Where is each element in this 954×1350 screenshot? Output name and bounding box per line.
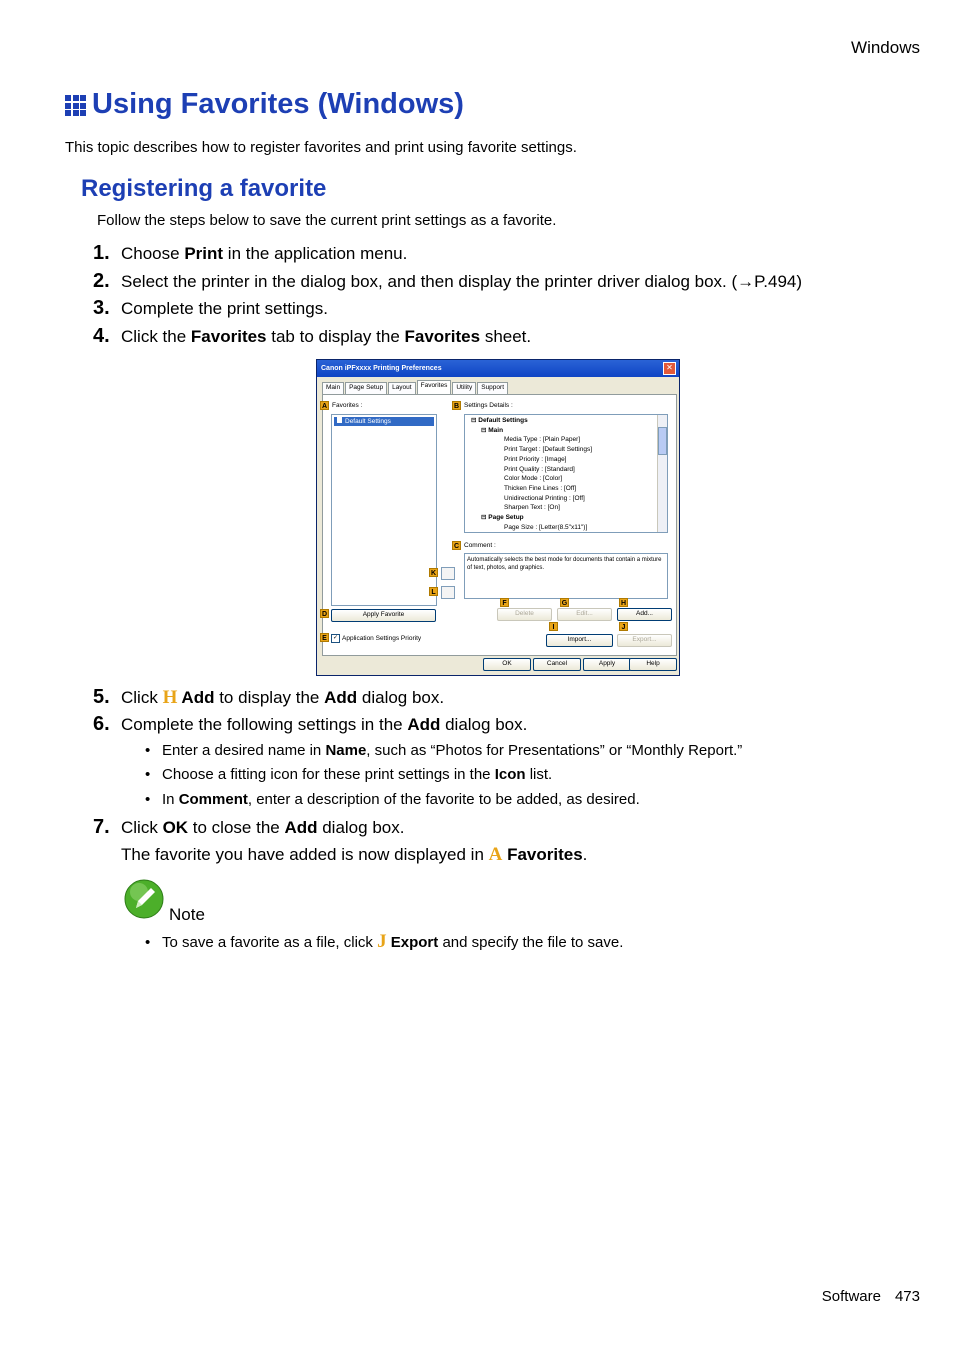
step-bold: Favorites [190, 327, 267, 346]
step-bold: Add [284, 818, 318, 837]
step-bold: Favorites [502, 845, 583, 864]
favorites-label: Favorites : [332, 402, 363, 409]
step-2 [93, 270, 802, 293]
intro-text: This topic describes how to register favorites and print using favorite settings. [65, 139, 577, 156]
close-icon[interactable]: ✕ [663, 362, 676, 375]
note-label: Note [169, 905, 205, 924]
step-text: dialog box. [317, 818, 405, 837]
tree-node: Print Target : [Default Settings] [504, 446, 593, 454]
add-button[interactable]: Add... [617, 608, 672, 621]
step-text: to display the [214, 688, 325, 707]
tab-utility[interactable]: Utility [452, 382, 476, 394]
settings-details-tree[interactable] [464, 414, 668, 533]
subsection-text: Follow the steps below to save the current print settings as a favorite. [97, 212, 557, 229]
section-header: Windows [851, 38, 920, 57]
import-button[interactable]: Import... [546, 634, 613, 647]
marker-i: I [549, 622, 558, 631]
step-1 [93, 242, 407, 265]
step-bold: Add [177, 688, 215, 707]
tree-node: Media Type : [Plain Paper] [504, 436, 581, 444]
bullet-bold: Comment [178, 791, 248, 808]
marker-g: G [561, 600, 568, 607]
marker-k: K [430, 570, 437, 577]
step-number: 2. [93, 270, 110, 292]
step-3 [93, 297, 328, 320]
step-4 [93, 325, 531, 348]
apply-favorite-button[interactable]: Apply Favorite [331, 609, 436, 622]
favorites-list[interactable] [331, 414, 437, 606]
favorite-item-label: Default Settings [345, 418, 391, 425]
tab-page-setup[interactable]: Page Setup [345, 382, 387, 394]
marker-h: H [620, 600, 627, 607]
step-number: 4. [93, 325, 110, 347]
step-text: in the application menu. [223, 244, 408, 263]
step-text: Choose [121, 244, 185, 263]
bullet-text: , such as “Photos for Presentations” or “Monthly Report.” [366, 742, 743, 759]
marker-b: B [453, 403, 460, 410]
step-text: Click [121, 688, 163, 707]
app-priority-label: Application Settings Priority [342, 635, 422, 642]
printing-preferences-dialog [316, 359, 680, 676]
tree-node: ⊟ Main [481, 426, 504, 434]
ok-button[interactable]: OK [483, 658, 531, 671]
page-footer [822, 1288, 920, 1305]
tree-node: Print Priority : [Image] [504, 455, 567, 463]
step-text: tab to display the [266, 327, 405, 346]
tree-node: Print Quality : [Standard] [504, 465, 575, 473]
settings-details-label: Settings Details : [464, 402, 513, 409]
cancel-button[interactable]: Cancel [533, 658, 581, 671]
tree-node: ⊟ Default Settings [471, 417, 528, 424]
step-number: 7. [93, 816, 110, 838]
tab-favorites[interactable]: Favorites [417, 380, 452, 394]
step-number: 5. [93, 686, 110, 708]
tree-node: Color Mode : [Color] [504, 475, 563, 483]
step-number: 1. [93, 242, 110, 264]
step-text: Complete the following settings in the [121, 715, 408, 734]
tab-layout[interactable]: Layout [388, 382, 416, 394]
edit-button[interactable]: Edit... [557, 608, 612, 621]
marker-letter-j: J [377, 931, 387, 952]
tab-main[interactable]: Main [322, 382, 344, 394]
marker-f: F [500, 598, 509, 607]
step-bold: Add [324, 688, 358, 707]
bullet-item: • In Comment, enter a description of the favorite to be added, as desired. [145, 791, 640, 808]
move-up-icon[interactable] [441, 567, 455, 580]
step-7-result [121, 844, 587, 866]
bullet-bold: Icon [494, 766, 526, 783]
bullet-text: In [162, 791, 179, 808]
checkbox-checked-icon[interactable]: ✓ [332, 635, 339, 641]
tree-node: Thicken Fine Lines : [Off] [504, 484, 577, 492]
dialog-title-bar [317, 360, 679, 377]
delete-button[interactable]: Delete [497, 608, 552, 621]
dialog-title: Canon iPFxxxx Printing Preferences [321, 365, 442, 372]
subsection-title: Registering a favorite [81, 175, 327, 202]
comment-label: Comment : [464, 542, 496, 549]
note-pencil-icon [124, 879, 164, 919]
step-text: sheet. [480, 327, 532, 346]
step-number: 3. [93, 297, 110, 319]
tree-node: Sharpen Text : [On] [504, 504, 560, 512]
favorites-panel [322, 394, 677, 656]
step-text: Complete the print settings. [121, 299, 328, 318]
scrollbar-thumb[interactable] [658, 427, 667, 455]
marker-e: E [320, 633, 329, 642]
page-title-text: Using Favorites (Windows) [92, 88, 464, 120]
step-text: Click the [121, 327, 191, 346]
help-button[interactable]: Help [629, 658, 677, 671]
marker-l: L [429, 587, 438, 596]
step-text: Click [121, 818, 163, 837]
export-button[interactable]: Export... [617, 634, 672, 647]
bullet-text: list. [525, 766, 553, 783]
marker-j: J [619, 622, 628, 631]
bullet-text: and specify the file to save. [438, 934, 624, 951]
step-7 [93, 816, 404, 839]
tree-node: ⊟ Page Setup [481, 514, 524, 522]
step-bold: Print [184, 244, 224, 263]
step-bold: OK [162, 818, 189, 837]
footer-section: Software [821, 1288, 881, 1305]
note-bullet: • To save a favorite as a file, click J Export and specify the file to save. [145, 931, 624, 952]
step-text: to close the [188, 818, 285, 837]
step-text: Select the printer in the dialog box, and then display the printer driver dialog box. (→P.494) [121, 272, 803, 291]
marker-d: D [321, 611, 328, 618]
step-5 [93, 686, 444, 709]
bullet-text: Enter a desired name in [162, 742, 326, 759]
step-bold: Add [407, 715, 441, 734]
bullet-bold: Name [325, 742, 367, 759]
marker-c: C [453, 543, 460, 550]
bullet-text: To save a favorite as a file, click [162, 934, 378, 951]
marker-a: A [321, 403, 328, 410]
comment-box[interactable]: Automatically selects the best mode for documents that contain a mixture of text, photos, and graphics. [464, 553, 668, 599]
list-item[interactable] [334, 417, 434, 426]
apply-button[interactable]: Apply [583, 658, 631, 671]
tree-node: Unidirectional Printing : [Off] [504, 494, 585, 502]
bullet-item: • Choose a fitting icon for these print settings in the Icon list. [145, 766, 553, 783]
tab-support[interactable]: Support [477, 382, 508, 394]
page-number: 473 [894, 1288, 920, 1305]
bullet-bold: Export [386, 934, 439, 951]
step-text: . [582, 845, 588, 864]
bullet-text: Choose a fitting icon for these print settings in the [162, 766, 495, 783]
step-bold: Favorites [404, 327, 481, 346]
bullet-item: • Enter a desired name in Name, such as “Photos for Presentations” or “Monthly Report.” [145, 742, 743, 759]
marker-letter-h: H [162, 687, 178, 708]
grid-icon [65, 95, 86, 116]
step-text: dialog box. [357, 688, 445, 707]
move-down-icon[interactable] [441, 586, 455, 599]
page-title [65, 88, 464, 121]
step-text: The favorite you have added is now displayed in [121, 845, 489, 864]
marker-letter-a: A [488, 844, 503, 865]
app-priority-checkbox-row[interactable] [331, 634, 421, 643]
step-text: dialog box. [440, 715, 528, 734]
dialog-tabs [322, 382, 509, 394]
scrollbar[interactable] [657, 415, 667, 532]
step-6 [93, 713, 527, 736]
step-number: 6. [93, 713, 110, 735]
bullet-text: , enter a description of the favorite to be added, as desired. [247, 791, 640, 808]
tree-node: Page Size : [Letter(8.5"x11")] [504, 523, 588, 531]
document-icon [337, 417, 342, 423]
